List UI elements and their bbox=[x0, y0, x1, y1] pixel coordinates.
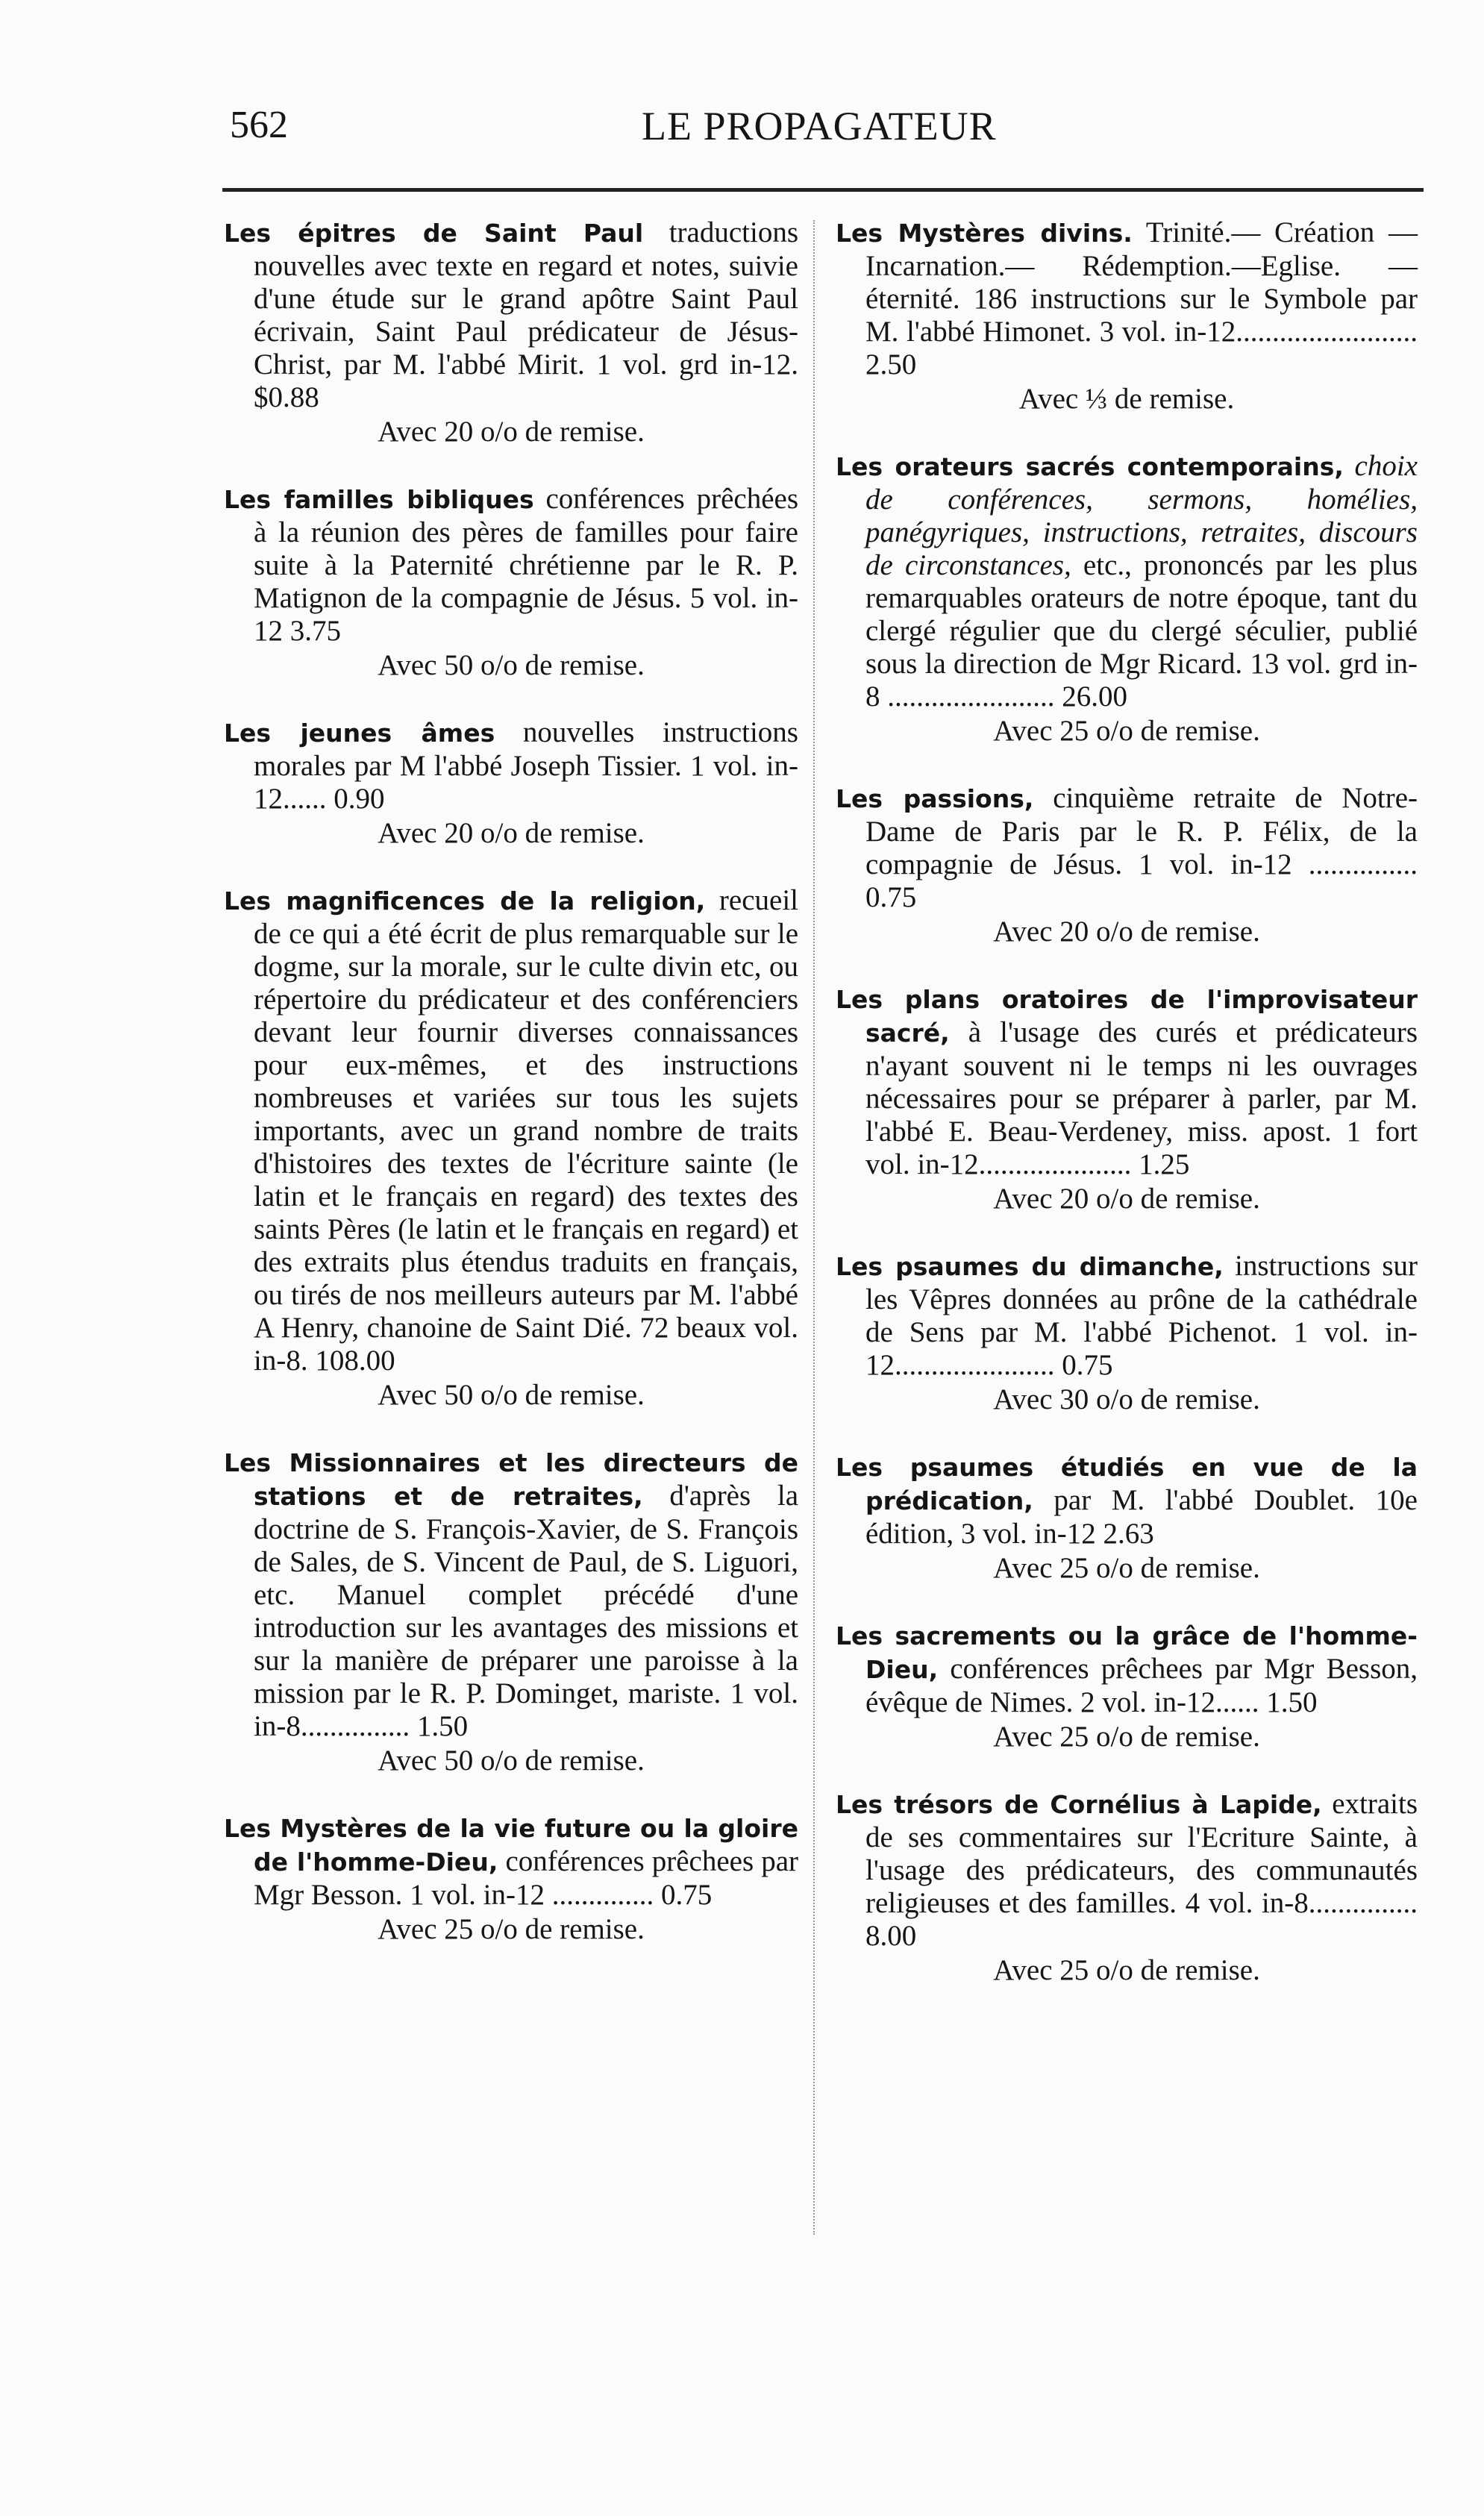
entry-discount: Avec 25 o/o de remise. bbox=[378, 1913, 645, 1945]
entry-title: Les Mystères divins. bbox=[836, 219, 1133, 248]
entry-discount: Avec 20 o/o de remise. bbox=[378, 817, 645, 849]
entry-title: Les trésors de Cornélius à Lapide, bbox=[836, 1790, 1322, 1819]
catalog-entry bbox=[836, 216, 1418, 416]
entry-description: etc., prononcés par les plus remarquables orateurs de notre époque, tant du clergé régulier que du clergé séculier, publié sous la direction de Mgr Ricard. 13 vol. grd in-8 ....................... bbox=[865, 549, 1418, 713]
entry-price: $0.88 bbox=[254, 381, 319, 413]
entry-price: 1.50 bbox=[1266, 1686, 1318, 1718]
catalog-entry bbox=[224, 1446, 798, 1777]
catalog-entry bbox=[224, 1812, 798, 1946]
entry-description: à l'usage des curés et prédicateurs n'ayant souvent ni le temps ni les ouvrages nécessaires pour se préparer à parler, par M. l'abbé E. Beau-Verdeney, miss. apost. 1 fort vol. in-12..................... bbox=[865, 1016, 1418, 1180]
entry-description: cinquième retraite de Notre-Dame de Paris par le R. P. Félix, de la compagnie de Jésus. 1 vol. in-12 ............... bbox=[865, 782, 1418, 880]
right-column bbox=[836, 216, 1418, 2021]
entry-price: 0.75 bbox=[661, 1879, 713, 1911]
entry-description: conférences prêchees par Mgr Besson, évêque de Nimes. 2 vol. in-12...... bbox=[865, 1653, 1418, 1718]
catalog-entry bbox=[836, 1788, 1418, 1987]
entry-title: Les psaumes étudiés en vue de la prédication, bbox=[836, 1453, 1418, 1515]
entry-title: Les orateurs sacrés contemporains, bbox=[836, 452, 1344, 481]
entry-title: Les Mystères de la vie future ou la gloire de l'homme-Dieu, bbox=[224, 1814, 798, 1877]
entry-price: 1.50 bbox=[416, 1710, 469, 1742]
catalog-entry bbox=[224, 716, 798, 850]
catalog-entry bbox=[836, 1250, 1418, 1416]
entry-price: 2.50 bbox=[865, 348, 917, 381]
entry-discount: Avec 25 o/o de remise. bbox=[993, 1954, 1260, 1986]
entry-discount: Avec 25 o/o de remise. bbox=[993, 1552, 1260, 1584]
entry-discount: Avec 20 o/o de remise. bbox=[993, 916, 1260, 948]
entry-discount: Avec 25 o/o de remise. bbox=[993, 715, 1260, 747]
entry-discount: Avec 50 o/o de remise. bbox=[378, 1744, 645, 1777]
entry-title: Les passions, bbox=[836, 784, 1034, 813]
entry-description: conférences prêchées à la réunion des pères de familles pour faire suite à la Paternité chrétienne par le R. P. Matignon de la compagnie de Jésus. 5 vol. in-12 bbox=[254, 483, 798, 647]
entry-title: Les Missionnaires et les directeurs de stations et de retraites, bbox=[224, 1448, 798, 1511]
entry-title: Les jeunes âmes bbox=[224, 719, 495, 748]
entry-discount: Avec 25 o/o de remise. bbox=[993, 1721, 1260, 1753]
catalog-entry bbox=[224, 483, 798, 682]
entry-price: 2.63 bbox=[1103, 1518, 1154, 1550]
entry-price: 3.75 bbox=[289, 615, 341, 647]
entry-discount: Avec 20 o/o de remise. bbox=[993, 1183, 1260, 1215]
entry-description: par M. l'abbé Doublet. 10e édition, 3 vol. in-12 bbox=[865, 1484, 1418, 1550]
running-title: LE PROPAGATEUR bbox=[642, 104, 997, 148]
entry-description-italic: choix de conférences, sermons, homélies, panégyriques, instructions, retraites, discours de circonstances, bbox=[865, 450, 1418, 581]
entry-price: 108.00 bbox=[315, 1345, 395, 1377]
entry-description: extraits de ses commentaires sur l'Ecriture Sainte, à l'usage des prédicateurs, des communautés religieuses et des familles. 4 vol. in-8............... bbox=[865, 1788, 1418, 1919]
entry-description: recueil de ce qui a été écrit de plus remarquable sur le dogme, sur la morale, sur le culte divin etc, ou répertoire du prédicateur et des conférenciers devant leur fournir diverses connaissances pour eux-mêmes, et des instructions nombreuses et variées sur tous les sujets importants, avec un grand nombre de traits d'histoires des textes de l'écriture sainte (le latin et le français en regard) des textes des saints Pères (le latin et le français en regard) et des extraits plus étendus traduits en français, ou tirés de nos meilleurs auteurs par M. l'abbé A Henry, chanoine de Saint Dié. 72 beaux vol. in-8. bbox=[254, 884, 798, 1377]
entry-price: 1.25 bbox=[1139, 1148, 1190, 1180]
entry-discount: Avec 50 o/o de remise. bbox=[378, 1379, 645, 1411]
entry-description: nouvelles instructions morales par M l'abbé Joseph Tissier. 1 vol. in-12...... bbox=[254, 716, 798, 815]
entry-title: Les épitres de Saint Paul bbox=[224, 219, 644, 248]
catalog-entry bbox=[224, 884, 798, 1412]
page-header bbox=[0, 96, 1484, 155]
entry-price: 26.00 bbox=[1062, 680, 1127, 713]
entry-description: Trinité.— Création — Incarnation.— Rédemption.—Eglise. — éternité. 186 instructions sur le Symbole par M. l'abbé Himonet. 3 vol. in-12......................... bbox=[865, 216, 1418, 348]
entry-title: Les magnificences de la religion, bbox=[224, 886, 706, 916]
entry-description: d'après la doctrine de S. François-Xavier, de S. François de Sales, de S. Vincent de Paul, de S. Liguori, etc. Manuel complet précédé d'une introduction sur les avantages des missions et sur la manière de préparer une paroisse à la mission par le R. P. Dominget, mariste. 1 vol. in-8............... bbox=[254, 1480, 799, 1742]
entry-description: instructions sur les Vêpres données au prône de la cathédrale de Sens par M. l'abbé Pichenot. 1 vol. in-12...................... bbox=[865, 1250, 1418, 1381]
entry-discount: Avec 20 o/o de remise. bbox=[378, 416, 645, 448]
entry-title: Les psaumes du dimanche, bbox=[836, 1252, 1224, 1281]
entry-price: 0.75 bbox=[865, 881, 917, 913]
entry-discount: Avec ⅓ de remise. bbox=[1018, 383, 1235, 415]
entry-title: Les sacrements ou la grâce de l'homme-Dieu, bbox=[836, 1621, 1418, 1684]
entry-description: traductions nouvelles avec texte en regard et notes, suivie d'une étude sur le grand apôtre Saint Paul écrivain, Saint Paul prédicateur de Jésus-Christ, par M. l'abbé Mirit. 1 vol. grd in-12. bbox=[254, 216, 799, 381]
page-number: 562 bbox=[230, 104, 288, 146]
catalog-entry bbox=[836, 983, 1418, 1215]
column-divider bbox=[813, 220, 816, 2235]
catalog-entry bbox=[836, 1451, 1418, 1585]
entry-discount: Avec 30 o/o de remise. bbox=[993, 1383, 1260, 1415]
catalog-entry bbox=[836, 450, 1418, 748]
catalog-entry bbox=[836, 1619, 1418, 1753]
left-column bbox=[224, 216, 798, 1980]
entry-title: Les familles bibliques bbox=[224, 485, 534, 514]
catalog-entry bbox=[836, 782, 1418, 948]
entry-price: 0.90 bbox=[334, 783, 385, 815]
entry-title: Les plans oratoires de l'improvisateur sacré, bbox=[836, 985, 1418, 1048]
header-rule bbox=[222, 188, 1424, 192]
entry-price: 0.75 bbox=[1062, 1349, 1113, 1381]
catalog-entry bbox=[224, 216, 798, 448]
entry-discount: Avec 50 o/o de remise. bbox=[378, 649, 645, 681]
entry-description: conférences prêchees par Mgr Besson. 1 vol. in-12 .............. bbox=[254, 1845, 798, 1911]
entry-price: 8.00 bbox=[865, 1920, 917, 1952]
